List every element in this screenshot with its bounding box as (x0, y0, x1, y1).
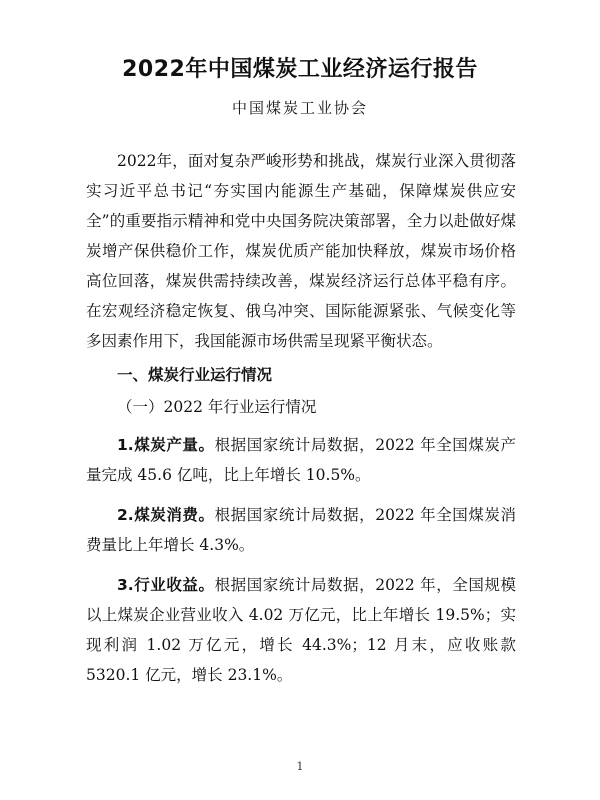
paragraph-coal-consumption (86, 500, 516, 560)
section-heading: 一、煤炭行业运行情况 (117, 366, 273, 384)
paragraph-coal-output (86, 430, 516, 490)
item-text: 根据国家统计局数据，2022 年全国煤炭消费量比上年增长 4.3%。 (86, 506, 516, 554)
item-label: 2.煤炭消费。 (117, 506, 215, 524)
item-label: 1.煤炭产量。 (117, 436, 215, 454)
item-text: 根据国家统计局数据，2022 年全国煤炭产量完成 45.6 亿吨，比上年增长 10.5%。 (86, 436, 516, 484)
item-text: 根据国家统计局数据，2022 年，全国规模以上煤炭企业营业收入 4.02 万亿元，比上年增长 19.5%；实现利润 1.02 万亿元，增长 44.3%；12 月末，应收账款 5320.1 亿元，增长 23.1%。 (86, 576, 516, 684)
document-author: 中国煤炭工业协会 (231, 99, 368, 117)
page-number: 1 (296, 760, 304, 773)
item-label: 3.行业收益。 (117, 576, 215, 594)
document-title: 2022年中国煤炭工业经济运行报告 (122, 57, 478, 82)
subsection-heading: （一）2022 年行业运行情况 (117, 398, 317, 416)
intro-paragraph: 2022年，面对复杂严峻形势和挑战，煤炭行业深入贯彻落实习近平总书记“夯实国内能源生产基础，保障煤炭供应安全”的重要指示精神和党中央国务院决策部署，全力以赴做好煤炭增产保供稳价工作，煤炭优质产能加快释放，煤炭市场价格高位回落，煤炭供需持续改善，煤炭经济运行总体平稳有序。在宏观经济稳定恢复、俄乌冲突、国际能源紧张、气候变化等多因素作用下，我国能源市场供需呈现紧平衡状态。 (86, 152, 516, 350)
paragraph-industry-revenue (86, 570, 516, 690)
document-body (86, 146, 516, 700)
